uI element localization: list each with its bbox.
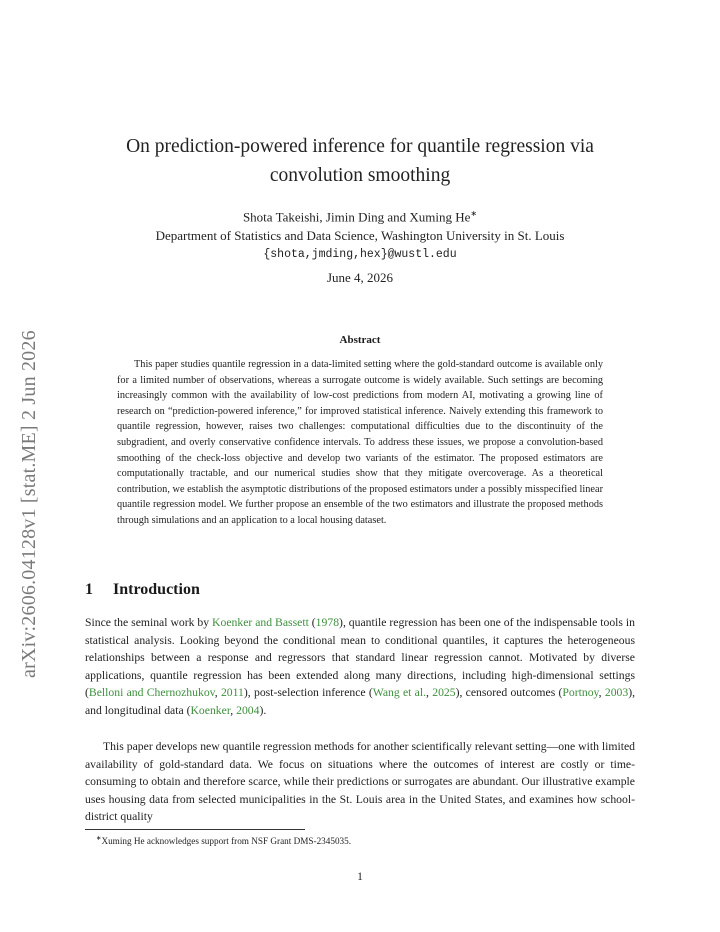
section-title: Introduction (113, 581, 200, 598)
section-heading (85, 581, 200, 599)
arxiv-stamp (18, 258, 48, 678)
arxiv-stamp-text: arXiv:2606.04128v1 [stat.ME] 2 Jun 2026 (18, 330, 40, 678)
footnote-text: Xuming He acknowledges support from NSF Grant DMS-2345035. (101, 836, 352, 847)
text-run: ), and longitudinal data ( (85, 686, 636, 717)
citation-year-link[interactable]: 2025 (432, 686, 456, 700)
footnote-mark: ∗ (96, 835, 102, 842)
affiliation: Department of Statistics and Data Science, Washington University in St. Louis (155, 228, 565, 244)
citation-year-link[interactable]: 1978 (315, 616, 340, 629)
citation-link[interactable]: Portnoy (562, 686, 599, 700)
citation-link[interactable]: Koenker and Bassett (212, 616, 309, 629)
author-block (80, 204, 640, 264)
citation-year-link[interactable]: 2011 (220, 686, 244, 700)
text-run: , (230, 703, 237, 717)
intro-paragraph-2: This paper develops new quantile regression methods for another scientifically relevant setting—one with limited availability of gold-standard data. We focus on situations where the outcomes of interest are costly or time-consuming to obtain and therefore scarce, while their predictions or surrogates are abundant. Our illustrative example uses housing data from selected municipalities in the St. Louis area in the United States, and examines how school-district quality (85, 740, 635, 824)
text-run: ( (308, 616, 316, 629)
text-run: Since the seminal work by (85, 616, 213, 629)
abstract-heading: Abstract (339, 334, 381, 346)
text-run: ), post-selection inference ( (243, 686, 373, 700)
paper-title (100, 132, 620, 190)
email: {shota,jmding,hex}@wustl.edu (263, 248, 457, 262)
text-run: , (426, 686, 433, 700)
citation-year-link[interactable]: 2004 (236, 703, 260, 717)
author-list: Shota Takeishi, Jimin Ding and Xuming He (242, 209, 471, 225)
text-run: , (214, 686, 221, 700)
footnote-divider (85, 829, 305, 830)
text-run: ), censored outcomes ( (455, 686, 563, 700)
citation-link[interactable]: Belloni and Chernozhukov (88, 686, 215, 700)
author-footnote-mark: ∗ (470, 209, 478, 218)
page-number: 1 (357, 871, 363, 883)
text-run: ). (259, 703, 267, 717)
intro-paragraph-1 (85, 614, 635, 720)
footnote (96, 834, 351, 846)
citation-year-link[interactable]: 2003 (604, 686, 629, 700)
citation-link[interactable]: Koenker (190, 703, 231, 717)
section-number: 1 (85, 581, 93, 598)
text-run: ), quantile regression has been one of the indispensable tools in statistical analysis. Looking beyond the conditional mean to conditional quantiles, it captures the heterogeneous relationships between a response and regressors that standard linear regression cannot. Motivated by diverse applications, quantile regression has been extended along many directions, including high-dimensional settings ( (85, 616, 635, 700)
citation-link[interactable]: Wang et al. (372, 686, 427, 700)
abstract-text: This paper studies quantile regression in a data-limited setting where the gold-standard outcome is available only for a limited number of observations, whereas a surrogate outcome is widely available. Such settings are becoming increasingly common with the availability of low-cost predictions from modern AI, motivating a growing line of research on “prediction-powered inference,” for improved statistical inference. Naively extending this framework to quantile regression, however, raises two challenges: computational difficulties due to the discontinuity of the subgradient, and overly conservative confidence intervals. To address these issues, we propose a convolution-based smoothing of the check-loss objective and develop two variants of the estimator. The proposed estimators are computationally tractable, and our numerical studies show that they mitigate overcoverage. As a theoretical contribution, we establish the asymptotic distributions of the proposed estimators under a possibly misspecified linear quantile regression model. We further propose an ensemble of the two estimators and illustrate the proposed methods through simulations and an application to a local housing dataset. (117, 359, 603, 526)
author-names (80, 204, 640, 226)
text-run: , (598, 686, 605, 700)
date: June 4, 2026 (326, 270, 394, 285)
title-line-1: On prediction-powered inference for quantile regression via (126, 136, 594, 157)
title-line-2: convolution smoothing (269, 165, 451, 186)
